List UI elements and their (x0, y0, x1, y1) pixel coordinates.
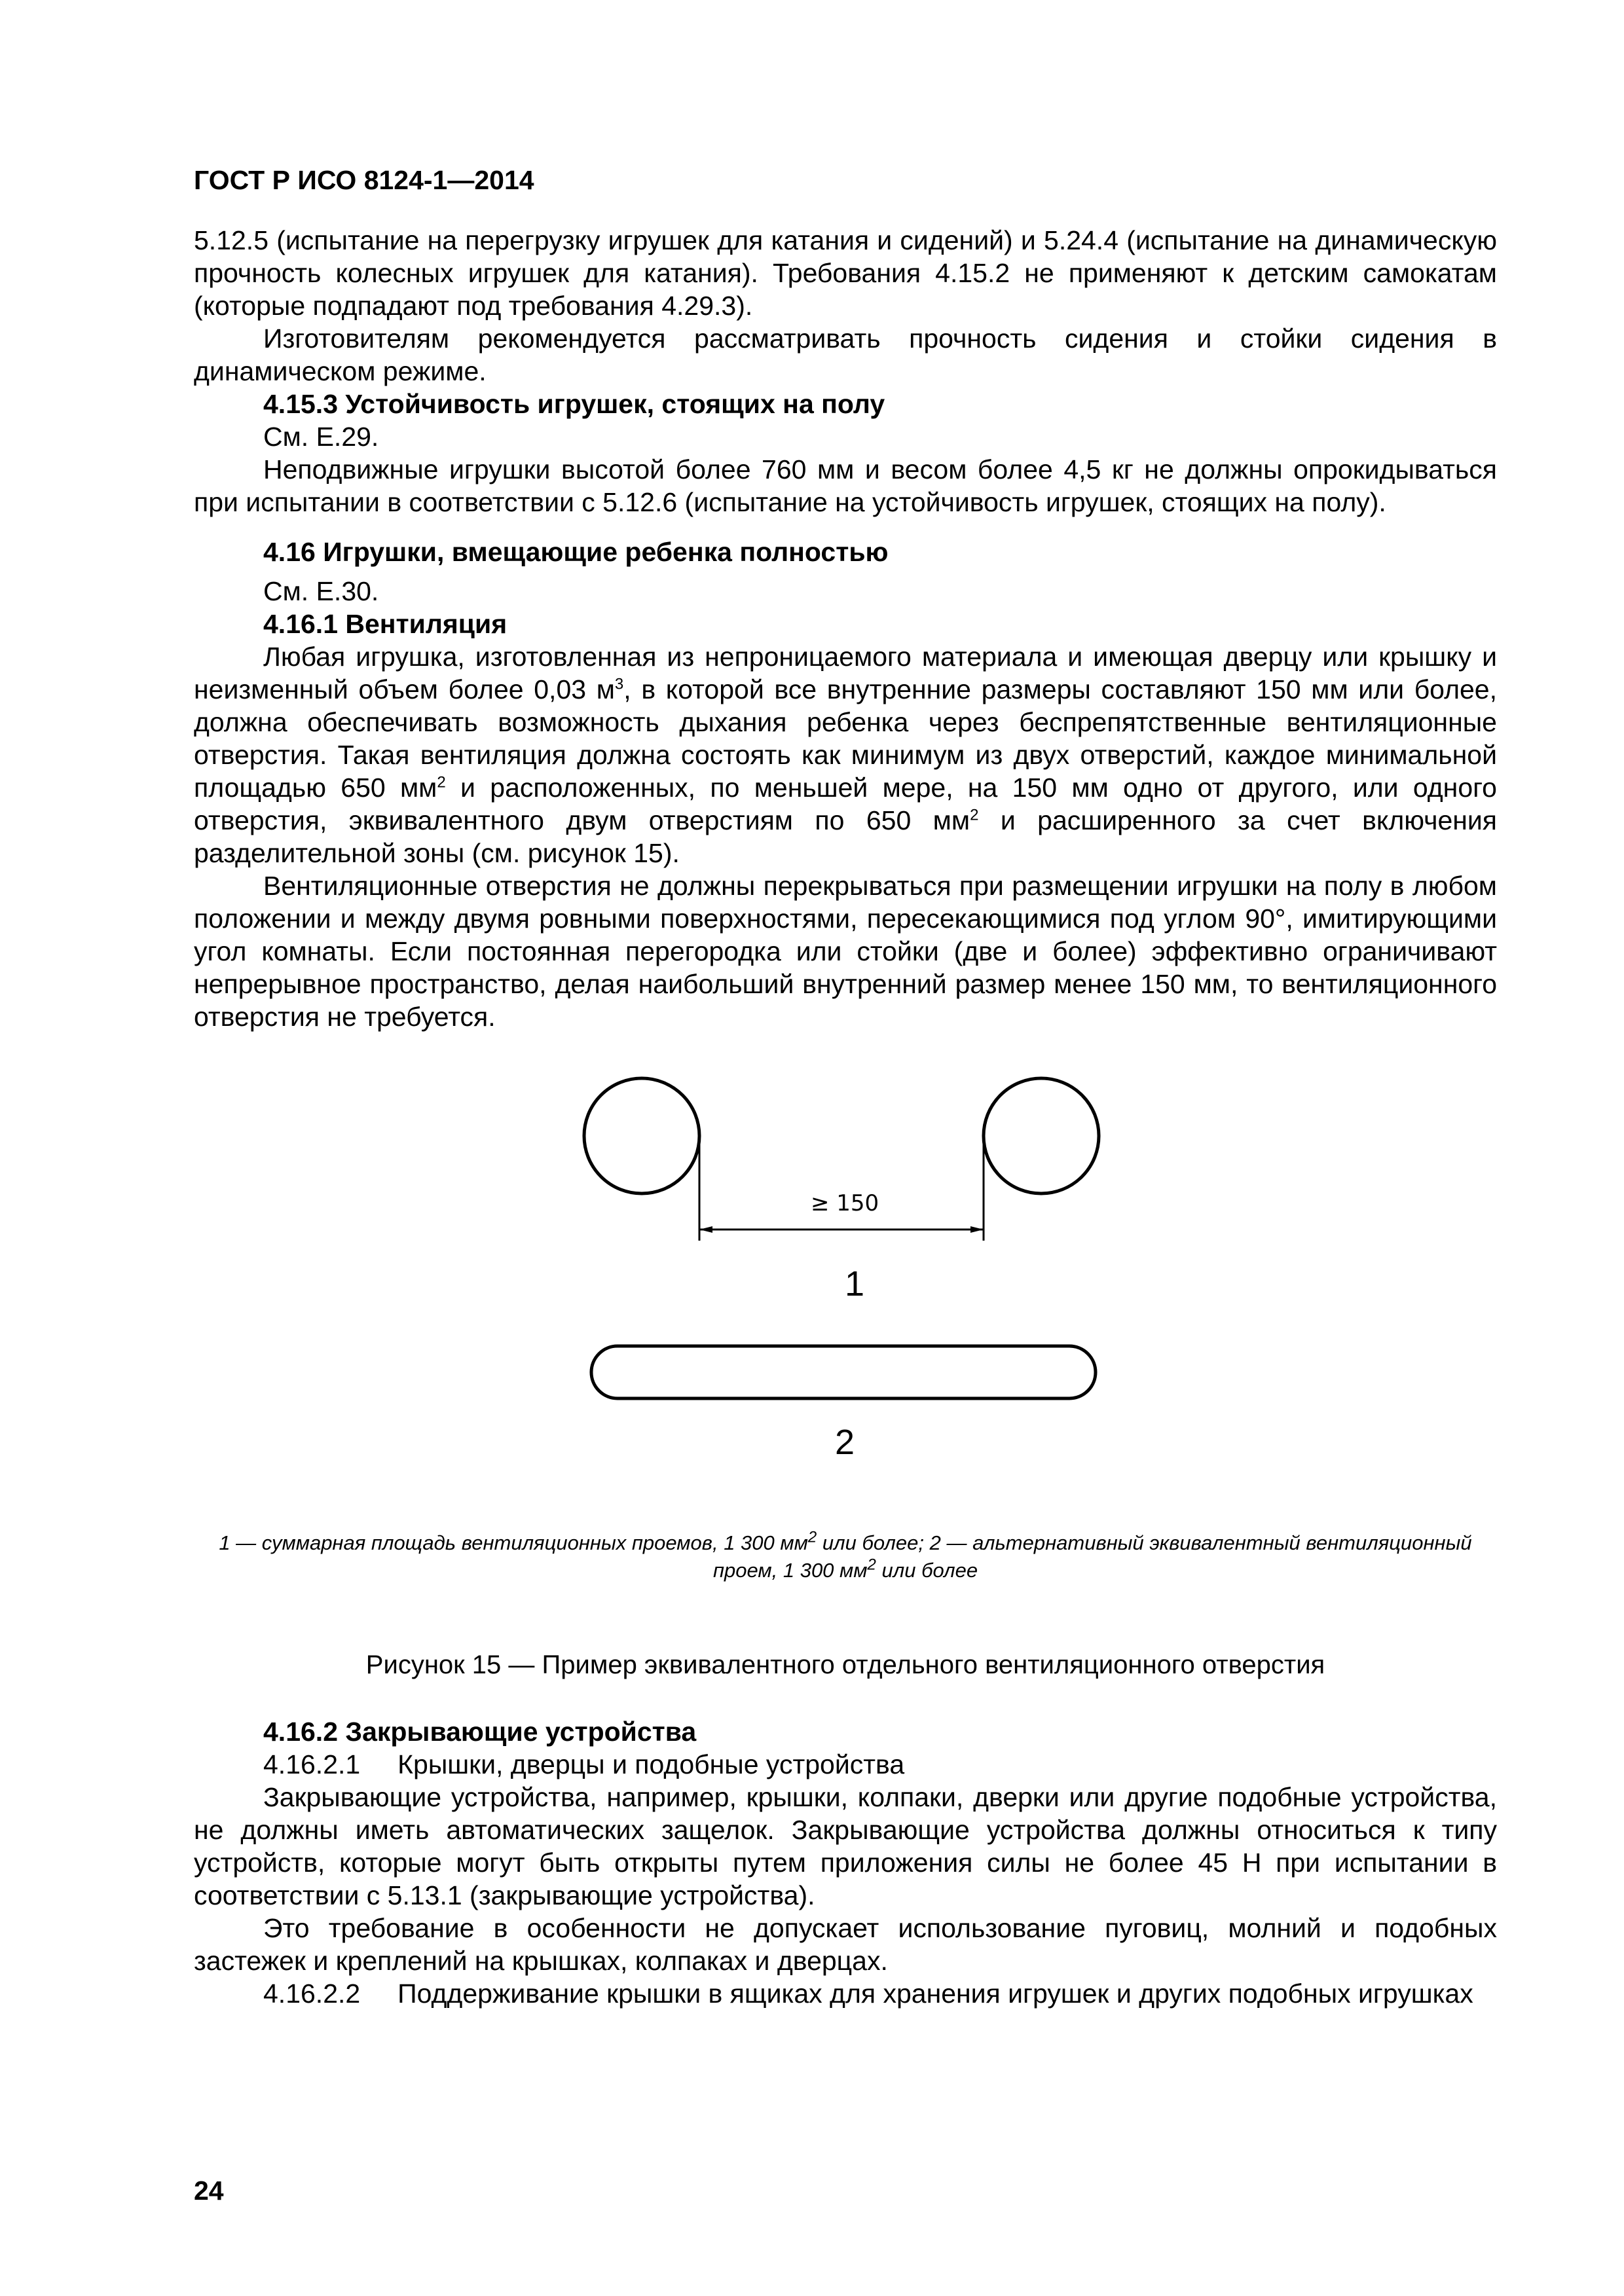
standard-header: ГОСТ Р ИСО 8124-1—2014 (194, 165, 534, 195)
text-block-1 (194, 224, 1497, 519)
vent-slot (591, 1346, 1096, 1398)
section-heading-4-16: 4.16 Игрушки, вмещающие ребенка полностью (263, 537, 889, 567)
section-heading-4-16-2: 4.16.2 Закрывающие устройства (263, 1717, 697, 1747)
paragraph: Вентиляционные отверстия не должны перекрываться при размещении игрушки на полу в любом положении и между двумя ровными поверхностями, пересекающимися под углом 90°, имитирующими угол комнаты. Если постоянная перегородка или стойки (две и более) эффективно ограничивают непрерывное пространство, делая наибольший внутренний размер менее 150 мм, то вентиляционного отверстия не требуется. (194, 871, 1497, 1032)
section-heading-4-16-1: 4.16.1 Вентиляция (263, 609, 507, 639)
paragraph: Закрывающие устройства, например, крышки, колпаки, дверки или другие подобные устройства, не должны иметь автоматических защелок. Закрывающие устройства должны относиться к типу устройств, которые могут быть открыты путем приложения силы не более 45 Н при испытании в соответствии с 5.13.1 (закрывающие устройства). (194, 1782, 1497, 1910)
paragraph: Неподвижные игрушки высотой более 760 мм и весом более 4,5 кг не должны опрокидываться при испытании в соответствии с 5.12.6 (испытание на устойчивость игрушек, стоящих на полу). (194, 454, 1497, 517)
figure-label-2: 2 (835, 1423, 855, 1462)
subsection-4-16-2-1: 4.16.2.1 Крышки, дверцы и подобные устройства (263, 1749, 905, 1779)
paragraph: 5.12.5 (испытание на перегрузку игрушек для катания и сидений) и 5.24.4 (испытание на динамическую прочность колесных игрушек для катания). Требования 4.15.2 не применяют к детским самокатам (которые подпадают под требования 4.29.3). (194, 225, 1497, 321)
vent-hole-right (984, 1078, 1099, 1194)
dimension-label: ≥ 150 (811, 1190, 879, 1216)
text-block-3 (194, 1715, 1497, 2010)
figure-legend: 1 — суммарная площадь вентиляционных проемов, 1 300 $мм^2$ или более; 2 — альтернативный эквивалентный вентиляционный проем, 1 300 $мм^2$ или более (219, 1528, 1472, 1582)
paragraph-ventilation: Любая игрушка, изготовленная из непроницаемого материала и имеющая дверцу или крышку и неизменный объем более 0,03 $м^3$, в которой все внутренние размеры составляют 150 мм или более, должна обеспечивать возможность дыхания ребенка через беспрепятственные вентиляционные отверстия. Такая вентиляция должна состоять как минимум из двух отверстий, каждое минимальной площадью 650 $мм^2$ и расположенных, по меньшей мере, на 150 мм одно от другого, или одного отверстия, эквивалентного двум отверстиям по 650 $мм^2$ и расширенного за счет включения разделительной зоны (см. рисунок 15). (194, 642, 1498, 868)
paragraph: Изготовителям рекомендуется рассматривать прочность сидения и стойки сидения в динамическом режиме. (194, 323, 1497, 386)
section-heading-4-15-3: 4.15.3 Устойчивость игрушек, стоящих на полу (263, 389, 885, 419)
subsection-4-16-2-2: 4.16.2.2 Поддерживание крышки в ящиках для хранения игрушек и других подобных игрушках (263, 1978, 1473, 2009)
see-reference: См. Е.30. (263, 576, 379, 606)
see-reference: См. Е.29. (263, 422, 379, 452)
vent-hole-left (584, 1078, 699, 1194)
figure-label-1: 1 (845, 1264, 865, 1303)
figure-caption: Рисунок 15 — Пример эквивалентного отдельного вентиляционного отверстия (365, 1650, 1325, 1679)
paragraph: Это требование в особенности не допускает использование пуговиц, молний и подобных застежек и креплений на крышках, колпаках и дверцах. (194, 1913, 1497, 1976)
page-number: 24 (194, 2176, 224, 2206)
text-block-2 (194, 536, 1497, 1033)
